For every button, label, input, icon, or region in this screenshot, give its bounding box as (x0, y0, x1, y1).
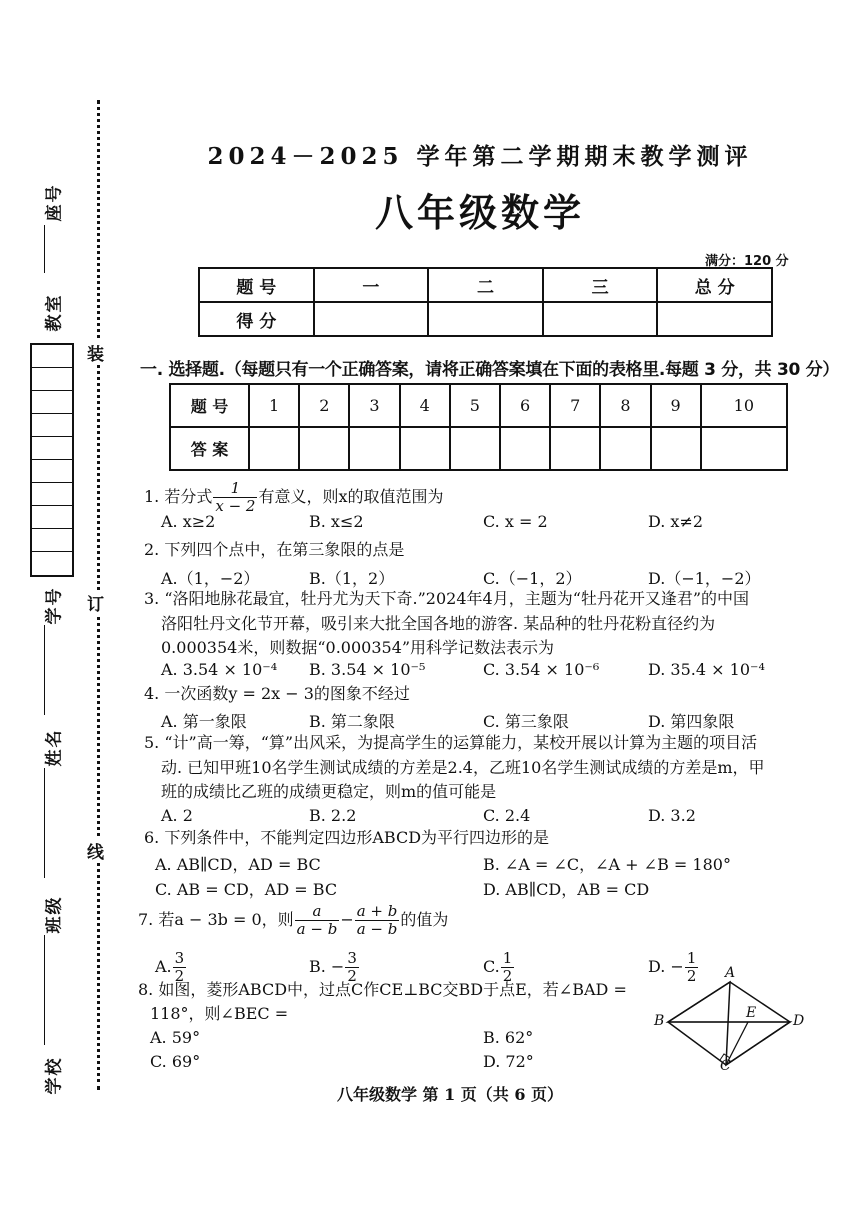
score-header-2: 二 (428, 268, 543, 302)
answer-num: 6 (500, 384, 550, 427)
question-3-line2: 洛阳牡丹文化节开幕，吸引来大批全国各地的游客. 某品种的牡丹花粉直径约为 (161, 614, 716, 633)
question-8-line2: 118°，则∠BEC = (150, 1004, 289, 1023)
q7-prefix: 7. 若a − 3b = 0，则 (138, 910, 294, 929)
score-header-1: 一 (314, 268, 429, 302)
q7-b-den: 2 (347, 967, 357, 985)
q7-b-num: 3 (347, 949, 357, 967)
question-3-line1: 3. “洛阳地脉花最宜，牡丹尤为天下奇.”2024年4月，主题为“牡丹花开又逢君”的中国 (144, 589, 750, 608)
q4-option-b: B. 第二象限 (309, 712, 395, 731)
answer-cell[interactable] (400, 427, 450, 470)
answer-cell[interactable] (550, 427, 600, 470)
q5-option-b: B. 2.2 (309, 806, 357, 825)
answer-num: 4 (400, 384, 450, 427)
q6-option-d: D. AB∥CD，AB = CD (483, 880, 650, 899)
q5-option-d: D. 3.2 (648, 806, 696, 825)
q2-option-a: A.（1，−2） (161, 569, 260, 588)
q7-suffix: 的值为 (400, 910, 449, 929)
question-4: 4. 一次函数y = 2x − 3的图象不经过 (144, 684, 410, 703)
q3-option-b: B. 3.54 × 10⁻⁵ (309, 660, 426, 679)
score-cell-3[interactable] (543, 302, 658, 336)
question-5-line1: 5. “计”高一筹，“算”出风采，为提高学生的运算能力，某校开展以计算为主题的项目活 (144, 733, 758, 752)
q7-b-prefix: B. − (309, 957, 345, 976)
q1-prefix: 1. 若分式 (144, 487, 213, 506)
q5-option-c: C. 2.4 (483, 806, 531, 825)
answer-table (169, 383, 788, 471)
q7-f1-num: a (312, 902, 322, 920)
question-5-line3: 班的成绩比乙班的成绩更稳定，则m的值可能是 (161, 782, 497, 801)
q7-f2-num: a + b (356, 902, 398, 920)
q7-a-den: 2 (174, 967, 185, 985)
q1-option-b: B. x≤2 (309, 512, 364, 531)
class-label: 班级 (44, 895, 65, 934)
q7-d-prefix: D. − (648, 957, 684, 976)
binding-word-xian: 线 (87, 838, 104, 863)
exam-title: 2024－2025 学年第二学期期末教学测评 (207, 143, 753, 170)
point-a-label: A (725, 965, 736, 981)
binding-word-ding: 订 (87, 590, 104, 615)
answer-cell[interactable] (651, 427, 701, 470)
point-d-label: D (793, 1013, 805, 1029)
q1-fraction (213, 480, 257, 515)
score-table (198, 267, 773, 337)
q1-den: x − 2 (215, 497, 256, 515)
answer-num: 10 (701, 384, 787, 427)
student-number-label: 学号 (44, 586, 65, 625)
q7-f1-den: a − b (296, 920, 338, 938)
question-5-line2: 动. 已知甲班10名学生测试成绩的方差是2.4，乙班10名学生测试成绩的方差是m，甲 (161, 758, 765, 777)
question-7 (138, 902, 448, 938)
q4-option-d: D. 第四象限 (648, 712, 735, 731)
question-1 (144, 480, 444, 515)
full-mark: 满分：120 分 (705, 254, 789, 269)
name-fill-line[interactable] (44, 768, 45, 878)
answer-num: 7 (550, 384, 600, 427)
q7-a-prefix: A. (155, 957, 172, 976)
student-number-grid[interactable] (30, 343, 74, 577)
q2-option-c: C.（−1，2） (483, 569, 582, 588)
q7-minus: − (340, 910, 354, 929)
point-e-label: E (746, 1005, 757, 1021)
answer-cell[interactable] (249, 427, 299, 470)
question-8-line1: 8. 如图，菱形ABCD中，过点C作CE⊥BC交BD于点E，若∠BAD = (138, 980, 627, 999)
q7-f2-den: a − b (356, 920, 398, 938)
score-cell-1[interactable] (314, 302, 429, 336)
q7-fraction-1 (295, 903, 340, 938)
rhombus-outline (668, 982, 790, 1065)
answer-num: 3 (349, 384, 399, 427)
q7-d-den: 2 (686, 967, 697, 985)
section-1-title: 一. 选择题.（每题只有一个正确答案，请将正确答案填在下面的表格里.每题 3 分，共 30 分） (140, 360, 840, 380)
answer-cell[interactable] (600, 427, 650, 470)
exam-subject: 八年级数学 (374, 190, 585, 235)
student-number-fill-line[interactable] (44, 625, 45, 715)
score-header-3: 三 (543, 268, 658, 302)
answer-cell[interactable] (349, 427, 399, 470)
q6-option-c: C. AB = CD，AD = BC (155, 880, 338, 899)
score-cell-total[interactable] (657, 302, 772, 336)
answer-num: 2 (299, 384, 349, 427)
q8-option-c: C. 69° (150, 1052, 201, 1071)
seat-label: 座号 (44, 183, 65, 222)
q2-option-b: B.（1，2） (309, 569, 395, 588)
point-c-label: C (720, 1058, 731, 1074)
answer-cell[interactable] (701, 427, 787, 470)
q4-option-c: C. 第三象限 (483, 712, 569, 731)
q1-suffix: 有意义，则x的取值范围为 (258, 487, 444, 506)
q1-option-a: A. x≥2 (161, 512, 216, 531)
question-2: 2. 下列四个点中，在第三象限的点是 (144, 540, 405, 559)
q7-d-num: 1 (686, 949, 697, 967)
q1-option-d: D. x≠2 (648, 512, 704, 531)
q6-option-b: B. ∠A = ∠C，∠A + ∠B = 180° (483, 855, 731, 874)
q5-option-a: A. 2 (161, 806, 193, 825)
answer-cell[interactable] (450, 427, 500, 470)
q7-c-prefix: C. (483, 957, 500, 976)
q7-c-num: 1 (502, 949, 513, 967)
binding-word-zhuang: 装 (87, 340, 104, 365)
answer-cell[interactable] (500, 427, 550, 470)
q6-option-a: A. AB∥CD，AD = BC (155, 855, 321, 874)
answer-header-label: 题 号 (170, 384, 249, 427)
question-3-line3: 0.000354米，则数据“0.000354”用科学记数法表示为 (161, 638, 555, 657)
q1-num: 1 (230, 479, 241, 497)
answer-cell[interactable] (299, 427, 349, 470)
q3-option-d: D. 35.4 × 10⁻⁴ (648, 660, 765, 679)
q4-option-a: A. 第一象限 (161, 712, 247, 731)
class-fill-line[interactable] (44, 935, 45, 1045)
answer-row-label: 答 案 (170, 427, 249, 470)
score-header-label: 题 号 (199, 268, 314, 302)
point-b-label: B (654, 1013, 665, 1029)
question-6: 6. 下列条件中，不能判定四边形ABCD为平行四边形的是 (144, 828, 550, 847)
q2-option-d: D.（−1，−2） (648, 569, 761, 588)
q7-a-num: 3 (174, 949, 185, 967)
score-row-label: 得 分 (199, 302, 314, 336)
q1-option-c: C. x = 2 (483, 512, 548, 531)
q8-option-b: B. 62° (483, 1028, 534, 1047)
q3-option-a: A. 3.54 × 10⁻⁴ (161, 660, 278, 679)
q8-option-d: D. 72° (483, 1052, 534, 1071)
q7-fraction-2 (355, 903, 400, 938)
answer-num: 1 (249, 384, 299, 427)
answer-num: 9 (651, 384, 701, 427)
q8-option-a: A. 59° (150, 1028, 201, 1047)
score-header-total: 总 分 (657, 268, 772, 302)
q3-option-c: C. 3.54 × 10⁻⁶ (483, 660, 600, 679)
q7-c-den: 2 (502, 967, 513, 985)
school-label: 学校 (44, 1056, 65, 1095)
answer-num: 5 (450, 384, 500, 427)
room-label: 教室 (44, 293, 65, 332)
name-label: 姓名 (44, 728, 65, 767)
page-footer: 八年级数学 第 1 页（共 6 页） (336, 1085, 564, 1104)
score-cell-2[interactable] (428, 302, 543, 336)
answer-num: 8 (600, 384, 650, 427)
